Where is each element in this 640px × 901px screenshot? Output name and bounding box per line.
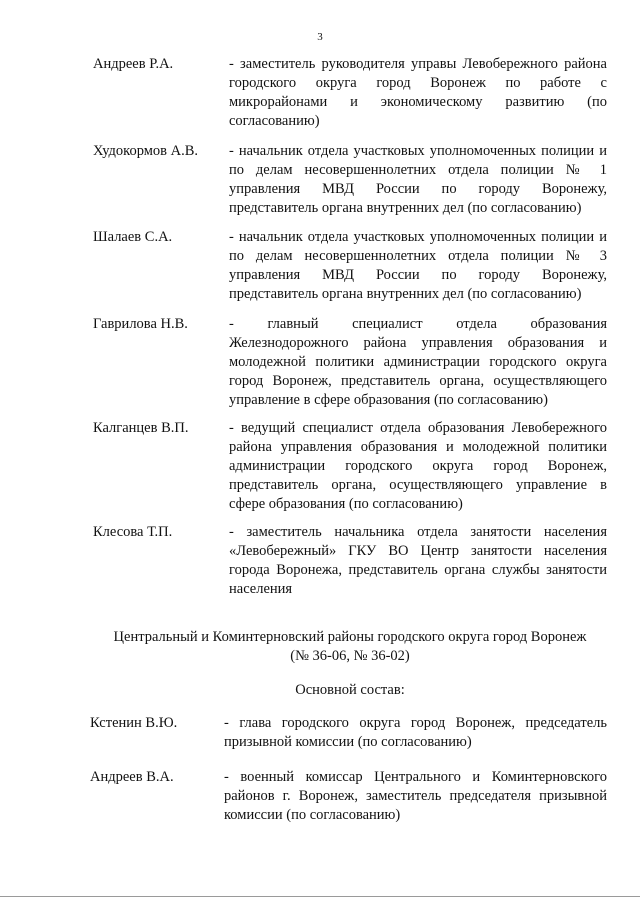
page-number: 3 xyxy=(317,31,323,43)
section-title xyxy=(60,628,640,666)
member-name: Худокормов А.В. xyxy=(93,143,199,159)
section-title-line: Центральный и Коминтерновский районы городского округа город Воронеж xyxy=(113,629,587,645)
member-name: Шалаев С.А. xyxy=(93,229,173,245)
member-position: - глава городского округа город Воронеж, председатель призывной комиссии (по согласованию) xyxy=(224,715,607,750)
member-name: Клесова Т.П. xyxy=(93,524,173,540)
member-position: - заместитель начальника отдела занятости населения «Левобережный» ГКУ ВО Центр занятости населения города Воронежа, представитель органа службы занятости населения xyxy=(229,524,607,597)
member-position: - начальник отдела участковых уполномоченных полиции и по делам несовершеннолетних отдела полиции № 3 управления МВД России по городу Воронежу, представитель органа внутренних дел (по согласованию) xyxy=(229,229,607,302)
member-name: Калганцев В.П. xyxy=(93,420,189,436)
member-position: - главный специалист отдела образования Железнодорожного района управления образования и молодежной политики администрации городского округа город Воронеж, представитель органа, осуществляющего управление в сфере образования (по согласованию) xyxy=(229,316,607,408)
scan-edge-line xyxy=(0,896,640,897)
member-name: Андреев Р.А. xyxy=(93,56,174,72)
section-title-numbers: (№ 36-06, № 36-02) xyxy=(290,648,410,664)
member-name: Кстенин В.Ю. xyxy=(90,715,178,731)
member-position: - заместитель руководителя управы Левобережного района городского округа город Воронеж по работе с микрорайонами и экономическому развитию (по согласованию) xyxy=(229,56,607,129)
member-position: - начальник отдела участковых уполномоченных полиции и по делам несовершеннолетних отдела полиции № 1 управления МВД России по городу Воронежу, представитель органа внутренних дел (по согласованию) xyxy=(229,143,607,216)
member-name: Гаврилова Н.В. xyxy=(93,316,188,332)
section-subtitle: Основной состав: xyxy=(295,682,405,698)
member-position: - военный комиссар Центрального и Коминтерновского районов г. Воронеж, заместитель председателя призывной комиссии (по согласованию) xyxy=(224,769,607,823)
member-position: - ведущий специалист отдела образования Левобережного района управления образования и молодежной политики администрации городского округа город Воронеж, представитель органа, осуществляющего управление в сфере образования (по согласованию) xyxy=(229,420,607,512)
member-name: Андреев В.А. xyxy=(90,769,174,785)
